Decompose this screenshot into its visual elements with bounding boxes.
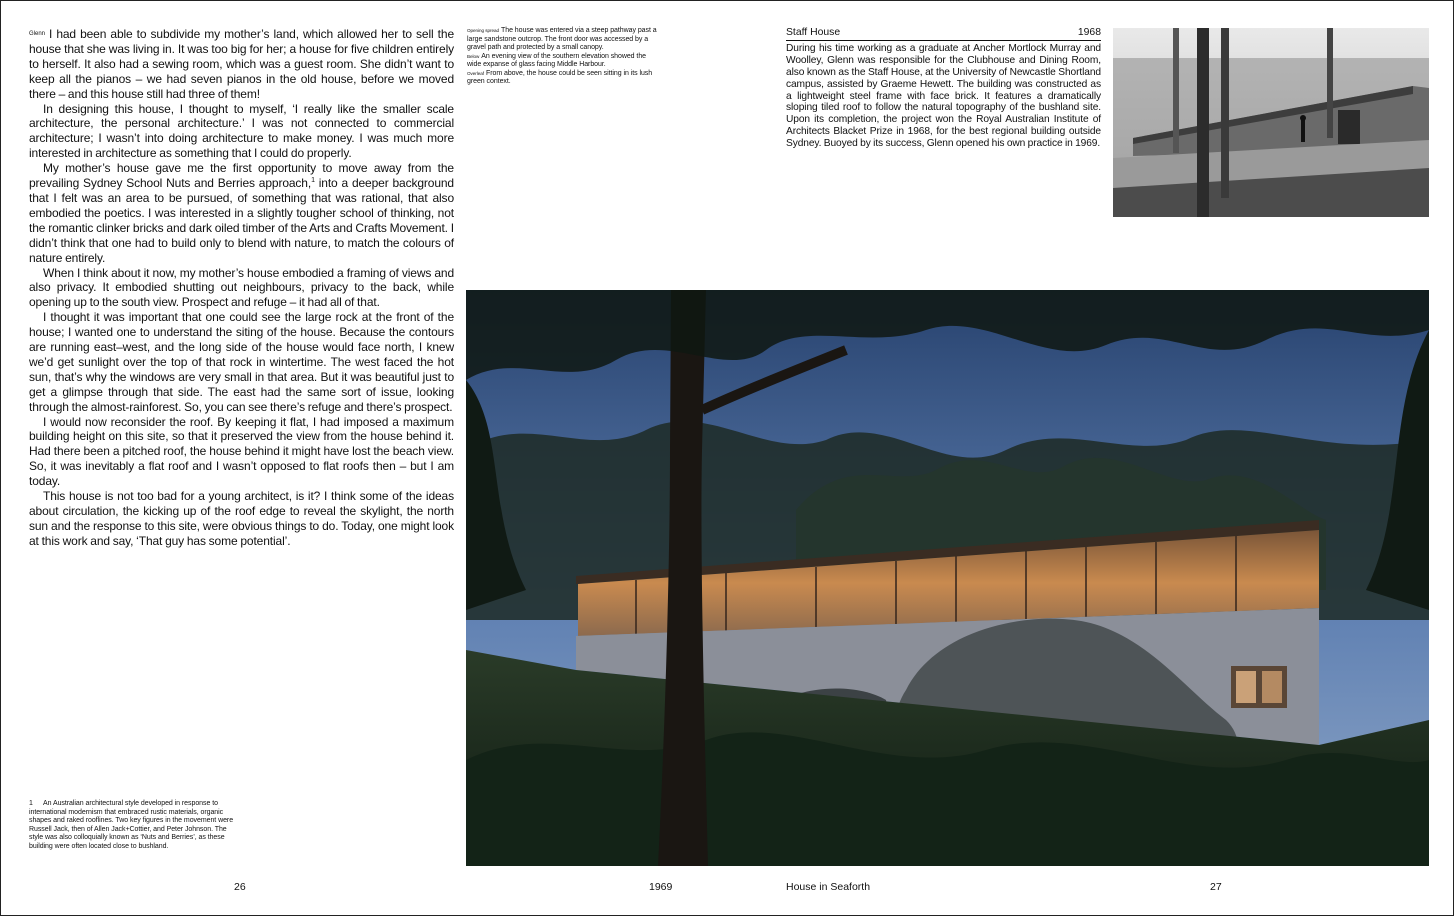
footnote-number: 1 — [29, 800, 33, 807]
page-number-left: 26 — [234, 881, 246, 893]
essay-paragraph: In designing this house, I thought to myself, ‘I really like the smaller scale architecture, the personal architecture.’ I was not connected to commercial architecture; I wasn’t into doing architecture to make money. I was much more interested in architecture as something that I could do properly. — [29, 101, 454, 161]
caption-label: Opening spread — [467, 28, 499, 33]
caption-label: Overleaf — [467, 70, 484, 76]
caption: $^{Below}$ An evening view of the southern elevation showed the wide expanse of glass facing Middle Harbour. — [467, 52, 646, 68]
footnote-reference[interactable]: 1 — [311, 177, 315, 185]
caption: $^{Opening spread}$ The house was entered via a steep pathway past a large sandstone outcrop. The front door was accessed by a gravel path and protected by a small canopy. — [467, 27, 657, 51]
essay-column — [29, 27, 454, 549]
speaker-label: Glenn — [29, 31, 46, 37]
essay-paragraph: This house is not too bad for a young architect, is it? I think some of the ideas about circulation, the kicking up of the roof edge to reveal the skylight, the north sun and the response to this site, were obvious things to do. Today, one might look at this work and say, ‘That guy has some potential’. — [29, 489, 454, 548]
essay-paragraph: $^{Glenn}$ I had been able to subdivide my mother’s land, which allowed her to sell the house that she was living in. It was too big for her; a house for five children entirely to herself. It also had a sewing room, which was a guest room. She didn’t want to keep all the pianos – we had seven pianos in the old house, before we moved there – and this house still had three of them! — [29, 27, 454, 101]
caption: $^{Overleaf}$ From above, the house could be seen sitting in its lush green context. — [467, 69, 653, 85]
staff-house-body: During his time working as a graduate at Ancher Mortlock Murray and Woolley, Glenn was responsible for the Clubhouse and Dining Room, also known as the Staff House, at the University of Newcastle Shortland campus, assisted by Graeme Hewett. The building was constructed as a lightweight steel frame with face brick. It features a dramatically sloping tiled roof to follow the natural topography of the bushland site. Upon its completion, the project won the Royal Australian Institute of Architects Blacket Prize in 1968, for the best regional building outside Sydney. Buoyed by its success, Glenn opened his own practice in 1969. — [786, 42, 1101, 150]
folio-project: House in Seaforth — [786, 881, 871, 893]
essay-paragraph: My mother’s house gave me the first opportunity to move away from the prevailing Sydney School Nuts and Berries approach,$^1$ into a deeper background that I felt was an area to be pursued, of something that was rational, that also embodied the poetics. I was interested in a slightly tougher school of thinking, not the romantic clinker bricks and dark oiled timber of the Arts and Crafts Movement. I didn’t think that one had to build only to blend with nature, to match the colours of nature entirely. — [29, 161, 454, 265]
essay-paragraph: I would now reconsider the roof. By keeping it flat, I had imposed a maximum building height on this site, so that it preserved the view from the house behind it. Had there been a pitched roof, the house behind it might have lost the beach view. So, it was inevitably a flat roof and I wasn’t opposed to flat roofs then – but I am today. — [29, 414, 454, 489]
staff-house-header — [786, 27, 1101, 41]
folio-year: 1969 — [649, 881, 673, 893]
photo-captions — [467, 27, 662, 87]
staff-house-sidebar — [786, 27, 1101, 150]
footnote — [29, 800, 239, 852]
essay-paragraph: When I think about it now, my mother’s house embodied a framing of views and also privacy. It embodied shutting out neighbours, privacy to the back, while opening up to the south view. Prospect and refuge – it had all of that. — [29, 265, 454, 310]
caption-label: Below — [467, 53, 480, 59]
house-seaforth-photo — [466, 290, 1429, 866]
staff-house-year: 1968 — [1077, 27, 1101, 38]
staff-house-photo — [1113, 28, 1429, 217]
essay-paragraph: I thought it was important that one could see the large rock at the front of the house; I wanted one to understand the siting of the house. Because the contours are running east–west, and the long side of the house would face north, I knew we’d get sunlight over the top of that rock in wintertime. The west faced the hot sun, that’s why the windows are very small in that area. But it was beautiful just to get a glimpse through that side. The east had the same sort of issue, looking through the almost-rainforest. So, you can see there’s refuge and there’s prospect. — [29, 310, 454, 414]
page-number-right: 27 — [1210, 881, 1222, 893]
staff-house-title: Staff House — [786, 27, 841, 38]
footnote-text: An Australian architectural style developed in response to international modernism that embraced rustic materials, organic shapes and raked rooflines. Two key figures in the movement were Russell Jack, then of Allen Jack+Cottier, and Peter Johnson. The style was also colloquially known as ‘Nuts and Berries’, as these building were often located close to bushland. — [29, 800, 234, 850]
